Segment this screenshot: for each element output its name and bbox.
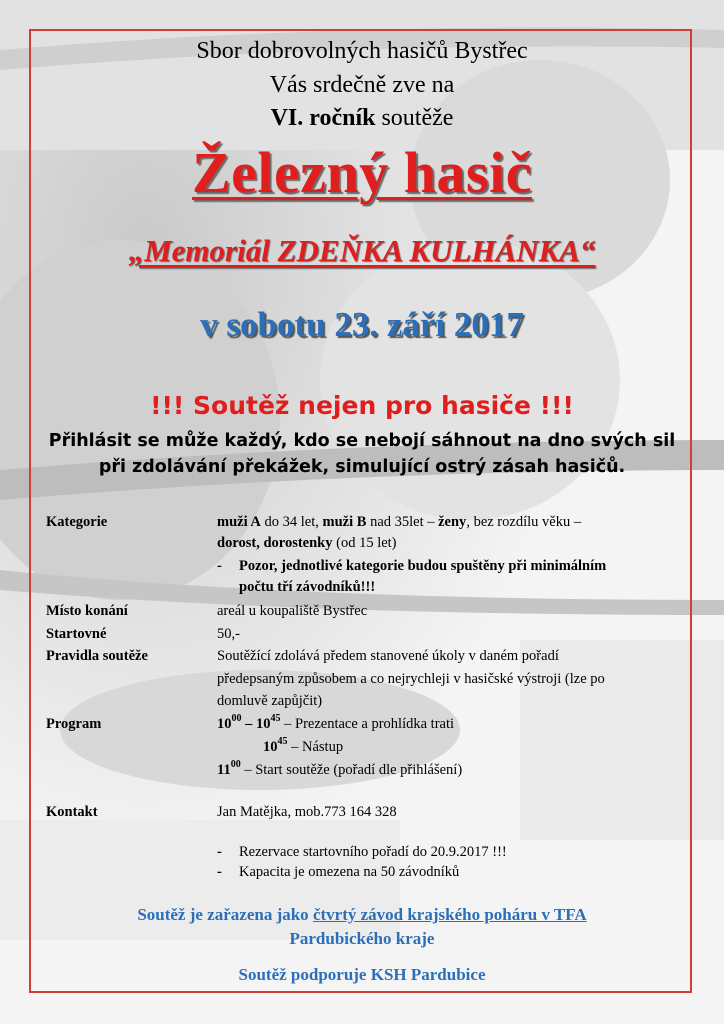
program-row-3: $11^{00}$ – Start soutěže (pořadí dle přihlášení) bbox=[217, 759, 463, 778]
kategorie-note: - Pozor, jednotlivé kategorie budou spuštěny při minimálním počtu tří závodníků!!! bbox=[217, 558, 607, 595]
cup-link-text: čtvrtý závod krajského poháru v TFA bbox=[312, 905, 587, 924]
slogan: !!! Soutěž nejen pro hasiče !!! bbox=[150, 391, 574, 420]
label-program: Program bbox=[46, 716, 102, 732]
footer-support: Soutěž podporuje KSH Pardubice bbox=[238, 965, 486, 984]
kategorie-line-2: dorost, dorostenky (od 15 let) bbox=[217, 535, 397, 551]
memorial-subtitle: „Memoriál ZDEŇKA KULHÁNKA“ bbox=[128, 233, 596, 268]
label-misto: Místo konání bbox=[46, 603, 128, 619]
organizer-line: Sbor dobrovolných hasičů Bystřec bbox=[196, 38, 528, 64]
label-kategorie: Kategorie bbox=[46, 514, 108, 530]
kategorie-line-1: muži A do 34 let, muži B nad 35let – ženy, bez rozdílu věku – bbox=[217, 514, 582, 530]
intro-line-1: Přihlásit se může každý, kdo se nebojí sáhnout na dno svých sil bbox=[48, 431, 676, 451]
note-capacity: - Kapacita je omezena na 50 závodníků bbox=[217, 864, 460, 880]
label-kontakt: Kontakt bbox=[46, 804, 98, 820]
note-reservation: - Rezervace startovního pořadí do 20.9.2017 !!! bbox=[217, 844, 507, 860]
footer-line-1: Soutěž je zařazena jako čtvrtý závod krajského poháru v TFA bbox=[137, 905, 587, 924]
program-row-1: $10^{00} - 10^{45}$ – Prezentace a prohlídka trati bbox=[217, 713, 455, 732]
misto-value: areál u koupaliště Bystřec bbox=[217, 603, 368, 619]
program-row-2: $10^{45}$ – Nástup bbox=[263, 736, 344, 755]
edition-number: VI. ročník bbox=[270, 105, 376, 131]
pravidla-line-2: předepsaným způsobem a co nejrychleji v hasičské výstroji (lze po bbox=[217, 671, 605, 687]
label-startovne: Startovné bbox=[46, 626, 107, 642]
event-title: Železný hasič bbox=[192, 140, 532, 205]
kontakt-value: Jan Matějka, mob.773 164 328 bbox=[217, 804, 397, 820]
edition-rest: soutěže bbox=[375, 105, 454, 131]
pravidla-line-1: Soutěžící zdolává předem stanovené úkoly v daném pořadí bbox=[217, 648, 559, 664]
label-pravidla: Pravidla soutěže bbox=[46, 648, 148, 664]
pravidla-line-3: domluvě zapůjčit) bbox=[217, 693, 323, 709]
footer-line-2: Pardubického kraje bbox=[289, 929, 435, 948]
edition-line bbox=[30, 105, 694, 131]
event-date: v sobotu 23. září 2017 bbox=[200, 305, 524, 344]
intro-line-2: při zdolávání překážek, simulující ostrý zásah hasičů. bbox=[98, 457, 626, 477]
invitation-line: Vás srdečně zve na bbox=[269, 72, 455, 98]
startovne-value: 50,- bbox=[217, 626, 240, 642]
